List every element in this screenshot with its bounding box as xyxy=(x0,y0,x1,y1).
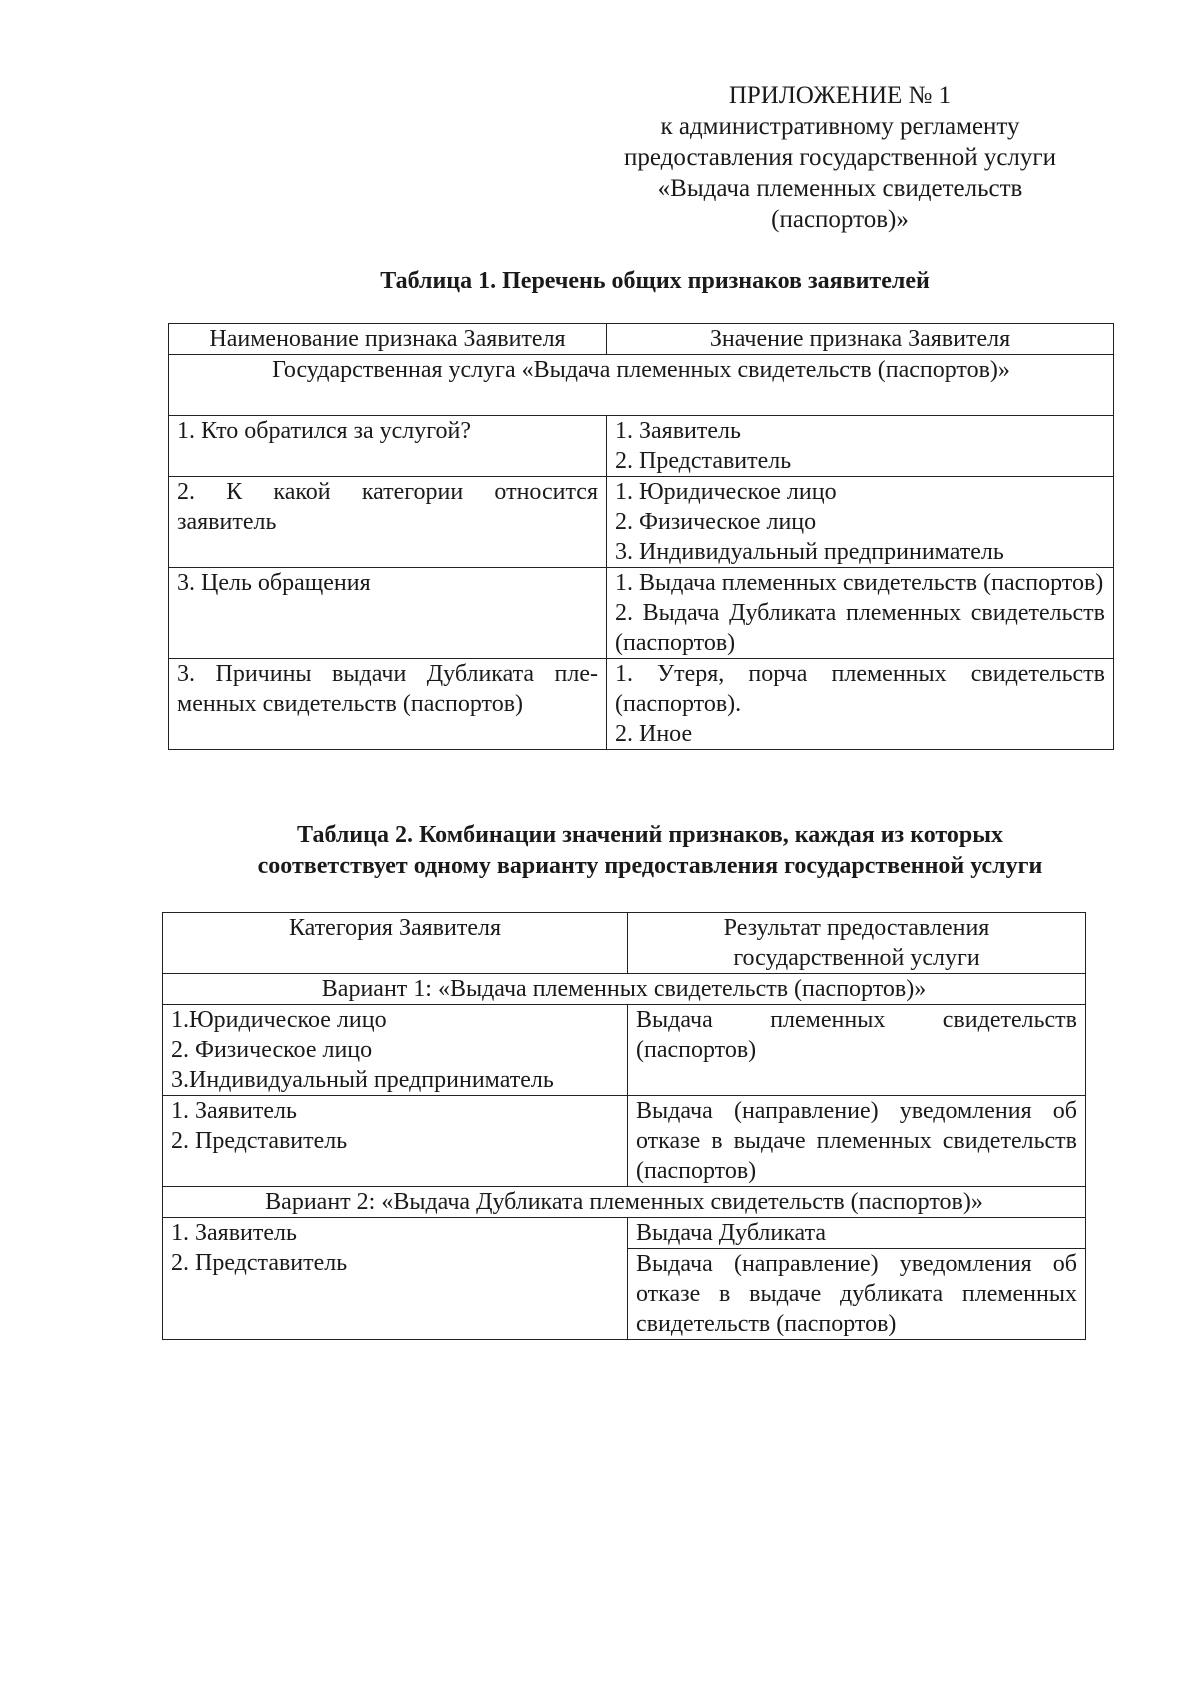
value-item: 1. Заявитель xyxy=(615,418,741,444)
table-row xyxy=(163,1096,1086,1187)
table1-header-row xyxy=(169,324,1114,355)
category-item: 2. Физическое лицо xyxy=(171,1037,373,1063)
table1-span-cell: Государственная услуга «Выдача племенных свидетельств (паспортов)» xyxy=(169,355,1114,416)
variant-row xyxy=(163,974,1086,1005)
value-item: 2. Физическое лицо xyxy=(615,509,817,535)
appendix-line: к административному регламенту xyxy=(660,113,1020,140)
table1-header-cell: Наименование признака Заявителя xyxy=(169,324,607,355)
table1-question-cell: 2. К какой категории относится заявитель xyxy=(169,477,607,568)
table2-category-cell xyxy=(163,1218,628,1340)
value-item: 1. Выдача племенных свидетельств (паспортов) xyxy=(615,570,1104,596)
category-item: 1. Заявитель xyxy=(171,1220,297,1246)
table1-value-cell xyxy=(607,568,1114,659)
table2-category-cell xyxy=(163,1096,628,1187)
table1-question-cell: 1. Кто обратился за услугой? xyxy=(169,416,607,477)
category-item: 2. Представитель xyxy=(171,1128,348,1154)
appendix-line: «Выдача племенных свидетельств xyxy=(657,175,1023,202)
table2-title-line: Таблица 2. Комбинации значений признаков, каждая из которых xyxy=(297,822,1003,848)
table2-title xyxy=(150,820,1150,882)
table2-header-cell: Результат предоставления государственной услуги xyxy=(628,913,1086,974)
value-item: 2. Представитель xyxy=(615,448,792,474)
category-item: 3.Индивидуальный предприниматель xyxy=(171,1067,554,1093)
value-item: 1. Утеря, порча племенных свидетельств (паспортов). xyxy=(615,661,1105,717)
value-item: 2. Иное xyxy=(615,721,693,747)
category-item: 1. Заявитель xyxy=(171,1098,297,1124)
table2-title-line: соответствует одному варианту предоставления государственной услуги xyxy=(257,853,1043,879)
category-item: 2. Представитель xyxy=(171,1250,348,1276)
table1-value-cell xyxy=(607,659,1114,750)
variant-row xyxy=(163,1187,1086,1218)
table-row xyxy=(163,1005,1086,1096)
table-row xyxy=(163,1218,1086,1340)
result-item: Выдача (направление) уведомления об отказе в выдаче дубликата племенных свидетельств (паспортов) xyxy=(636,1251,1077,1337)
category-item: 1.Юридическое лицо xyxy=(171,1007,387,1033)
appendix-line: (паспортов)» xyxy=(771,206,909,233)
table2 xyxy=(162,912,1086,1340)
variant2-label: Вариант 2: «Выдача Дубликата племенных свидетельств (паспортов)» xyxy=(163,1187,1086,1218)
table1-span-row xyxy=(169,355,1114,416)
table2-header-row xyxy=(163,913,1086,974)
table1-header-cell: Значение признака Заявителя xyxy=(607,324,1114,355)
table-row xyxy=(169,416,1114,477)
appendix-line: ПРИЛОЖЕНИЕ № 1 xyxy=(728,82,952,109)
table-row xyxy=(169,568,1114,659)
result-item: Выдача Дубликата xyxy=(628,1218,1085,1249)
appendix-header xyxy=(590,80,1090,235)
table2-result-cell xyxy=(628,1218,1086,1340)
table1-question-cell: 3. Цель обращения xyxy=(169,568,607,659)
table2-result-cell: Выдача (направление) уведомления об отказе в выдаче племенных свидетельств (паспортов) xyxy=(628,1096,1086,1187)
table-row xyxy=(169,659,1114,750)
value-item: 3. Индивидуальный предприниматель xyxy=(615,539,1004,565)
table2-result-cell: Выдача племенных свидетельств (паспортов) xyxy=(628,1005,1086,1096)
value-item: 2. Выдача Дубликата племенных свидетельств (паспортов) xyxy=(615,600,1105,656)
appendix-line: предоставления государственной услуги xyxy=(623,144,1057,171)
table2-header-cell: Категория Заявителя xyxy=(163,913,628,974)
variant1-label: Вариант 1: «Выдача племенных свидетельств (паспортов)» xyxy=(163,974,1086,1005)
table1-value-cell xyxy=(607,477,1114,568)
table2-category-cell xyxy=(163,1005,628,1096)
table1-title: Таблица 1. Перечень общих признаков заявителей xyxy=(380,268,930,294)
table1-value-cell xyxy=(607,416,1114,477)
table1-question-cell: 3. Причины выдачи Дубликата пле-менных свидетельств (паспортов) xyxy=(169,659,607,750)
table1 xyxy=(168,323,1114,750)
table-row xyxy=(169,477,1114,568)
value-item: 1. Юридическое лицо xyxy=(615,479,837,505)
